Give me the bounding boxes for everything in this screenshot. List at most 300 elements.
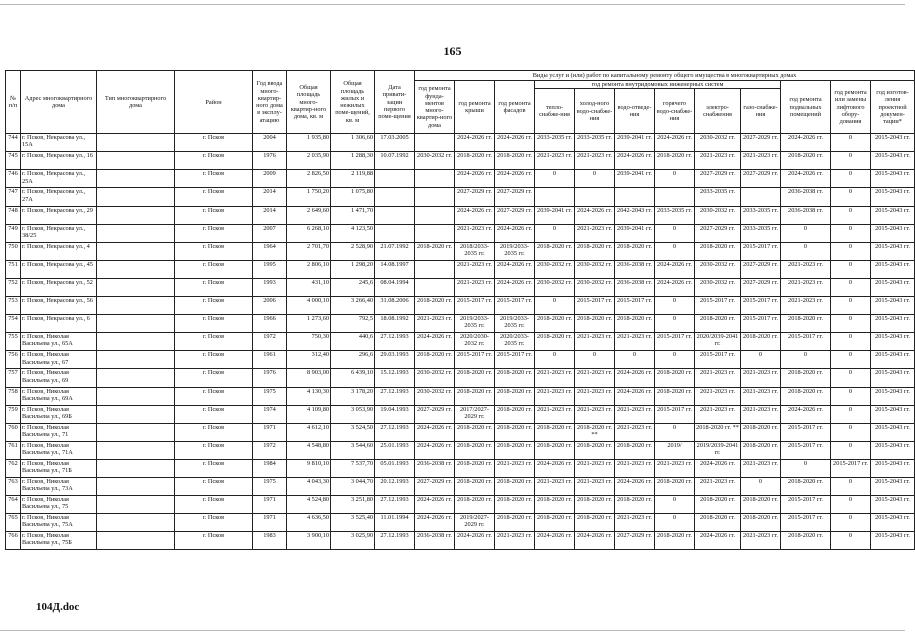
roof-year-cell: 2018-2020 гг. xyxy=(455,441,495,459)
living-area-cell: 2 528,90 xyxy=(331,242,375,260)
address-cell: г. Псков, Николая Васильева ул., 69Б xyxy=(21,405,97,423)
roof-year-cell: 2018-2020 гг. xyxy=(455,387,495,405)
header-facade: год ремонта фасадов xyxy=(495,81,535,134)
design-docs-year-cell: 2015-2043 гг. xyxy=(871,369,915,387)
header-hot-water: горячего водо-снабже-ния xyxy=(655,89,695,134)
privatization-date-cell: 08.04.1994 xyxy=(375,278,415,296)
foundation-year-cell: 2018-2020 гг. xyxy=(415,242,455,260)
facade-year-cell: 2018-2020 гг. xyxy=(495,152,535,170)
year-built-cell: 2007 xyxy=(253,224,287,242)
district-cell: г. Псков xyxy=(175,278,253,296)
district-cell: г. Псков xyxy=(175,224,253,242)
living-area-cell: 3 025,90 xyxy=(331,532,375,550)
electric-supply-cell: 2021-2023 гг. xyxy=(695,477,741,495)
foundation-year-cell xyxy=(415,134,455,152)
electric-supply-cell: 2018-2020 гг. xyxy=(695,242,741,260)
privatization-date-cell xyxy=(375,206,415,224)
electric-supply-cell: 2030-2032 гг. xyxy=(695,278,741,296)
roof-year-cell: 2015-2017 гг. xyxy=(455,297,495,315)
total-area-cell: 4 000,10 xyxy=(287,297,331,315)
sewer-cell: 2015-2017 гг. xyxy=(615,297,655,315)
hot-water-cell: 0 xyxy=(655,242,695,260)
electric-supply-cell: 2018-2020 гг. xyxy=(695,496,741,514)
roof-year-cell: 2024-2026 гг. xyxy=(455,134,495,152)
foundation-year-cell: 2018-2020 гг. xyxy=(415,351,455,369)
elevator-year-cell: 2015-2017 гг. xyxy=(831,459,871,477)
roof-year-cell: 2027-2029 гг. xyxy=(455,188,495,206)
cold-water-cell: 2033-2035 гг. xyxy=(575,134,615,152)
foundation-year-cell: 2036-2038 гг. xyxy=(415,459,455,477)
year-built-cell: 2014 xyxy=(253,188,287,206)
basement-year-cell: 2018-2020 гг. xyxy=(781,152,831,170)
hot-water-cell: 2018-2020 гг. xyxy=(655,532,695,550)
house-type-cell xyxy=(97,333,175,351)
heat-supply-cell: 2018-2020 гг. xyxy=(535,496,575,514)
privatization-date-cell xyxy=(375,224,415,242)
row-number: 749 xyxy=(6,224,21,242)
elevator-year-cell: 0 xyxy=(831,152,871,170)
district-cell: г. Псков xyxy=(175,369,253,387)
district-cell: г. Псков xyxy=(175,441,253,459)
house-type-cell xyxy=(97,242,175,260)
year-built-cell: 1961 xyxy=(253,351,287,369)
basement-year-cell: 2021-2023 гг. xyxy=(781,260,831,278)
privatization-date-cell: 20.12.1993 xyxy=(375,477,415,495)
roof-year-cell: 2024-2026 гг. xyxy=(455,206,495,224)
living-area-cell: 1 075,80 xyxy=(331,188,375,206)
sewer-cell: 2021-2023 гг. xyxy=(615,333,655,351)
living-area-cell: 3 524,50 xyxy=(331,423,375,441)
roof-year-cell: 2021-2023 гг. xyxy=(455,224,495,242)
district-cell: г. Псков xyxy=(175,297,253,315)
row-number: 745 xyxy=(6,152,21,170)
facade-year-cell: 2027-2029 гг. xyxy=(495,188,535,206)
elevator-year-cell: 0 xyxy=(831,297,871,315)
privatization-date-cell: 05.01.1993 xyxy=(375,459,415,477)
foundation-year-cell: 2024-2026 гг. xyxy=(415,423,455,441)
total-area-cell: 8 903,00 xyxy=(287,369,331,387)
foundation-year-cell: 2024-2026 гг. xyxy=(415,441,455,459)
house-type-cell xyxy=(97,188,175,206)
privatization-date-cell: 27.12.1993 xyxy=(375,387,415,405)
foundation-year-cell xyxy=(415,278,455,296)
house-type-cell xyxy=(97,297,175,315)
elevator-year-cell: 0 xyxy=(831,134,871,152)
heat-supply-cell: 2021-2023 гг. xyxy=(535,477,575,495)
cold-water-cell: 2024-2026 гг. xyxy=(575,532,615,550)
district-cell: г. Псков xyxy=(175,242,253,260)
sewer-cell: 2018-2020 гг. xyxy=(615,441,655,459)
page-top-edge xyxy=(0,4,905,5)
address-cell: г. Псков, Николая Васильева ул., 75А xyxy=(21,514,97,532)
living-area-cell: 4 123,50 xyxy=(331,224,375,242)
gas-supply-cell: 2015-2017 гг. xyxy=(741,315,781,333)
privatization-date-cell xyxy=(375,188,415,206)
header-house-type: Тип многоквартирного дома xyxy=(97,71,175,134)
basement-year-cell: 2018-2020 гг. xyxy=(781,477,831,495)
heat-supply-cell: 2033-2035 гг. xyxy=(535,134,575,152)
design-docs-year-cell: 2015-2043 гг. xyxy=(871,477,915,495)
roof-year-cell: 2015-2017 гг. xyxy=(455,351,495,369)
cold-water-cell: 2021-2023 гг. xyxy=(575,152,615,170)
living-area-cell: 3 251,80 xyxy=(331,496,375,514)
cold-water-cell: 2024-2026 гг. xyxy=(575,206,615,224)
basement-year-cell: 2036-2038 гг. xyxy=(781,188,831,206)
house-type-cell xyxy=(97,405,175,423)
heat-supply-cell xyxy=(535,188,575,206)
year-built-cell: 1964 xyxy=(253,242,287,260)
design-docs-year-cell: 2015-2043 гг. xyxy=(871,351,915,369)
gas-supply-cell: 0 xyxy=(741,351,781,369)
total-area-cell: 4 612,10 xyxy=(287,423,331,441)
living-area-cell: 3 053,90 xyxy=(331,405,375,423)
basement-year-cell: 2015-2017 гг. xyxy=(781,514,831,532)
facade-year-cell: 2024-2026 гг. xyxy=(495,260,535,278)
sewer-cell: 2024-2026 гг. xyxy=(615,152,655,170)
gas-supply-cell: 2015-2017 гг. xyxy=(741,242,781,260)
total-area-cell: 2 035,90 xyxy=(287,152,331,170)
privatization-date-cell: 27.12.1993 xyxy=(375,423,415,441)
row-number: 750 xyxy=(6,242,21,260)
header-foundation: год ремонта фунда-ментов много-квартир-ного дома xyxy=(415,81,455,134)
electric-supply-cell: 2020/2039-2041 гг. xyxy=(695,333,741,351)
facade-year-cell: 2024-2026 гг. xyxy=(495,278,535,296)
hot-water-cell xyxy=(655,188,695,206)
design-docs-year-cell: 2015-2043 гг. xyxy=(871,315,915,333)
heat-supply-cell: 2030-2032 гг. xyxy=(535,278,575,296)
total-area-cell: 2 826,50 xyxy=(287,170,331,188)
elevator-year-cell: 0 xyxy=(831,170,871,188)
design-docs-year-cell: 2015-2043 гг. xyxy=(871,423,915,441)
year-built-cell: 1972 xyxy=(253,333,287,351)
design-docs-year-cell: 2015-2043 гг. xyxy=(871,387,915,405)
roof-year-cell: 2024-2026 гг. xyxy=(455,170,495,188)
row-number: 756 xyxy=(6,351,21,369)
table-row xyxy=(6,351,915,369)
cold-water-cell xyxy=(575,188,615,206)
year-built-cell: 1974 xyxy=(253,405,287,423)
sewer-cell: 2021-2023 гг. xyxy=(615,423,655,441)
foundation-year-cell: 2024-2026 гг. xyxy=(415,496,455,514)
house-type-cell xyxy=(97,278,175,296)
sewer-cell xyxy=(615,188,655,206)
table-row xyxy=(6,134,915,152)
heat-supply-cell: 2024-2026 гг. xyxy=(535,532,575,550)
house-type-cell xyxy=(97,514,175,532)
address-cell: г. Псков, Некрасова ул., 45 xyxy=(21,260,97,278)
facade-year-cell: 2019/2033-2035 гг. xyxy=(495,242,535,260)
basement-year-cell: 2015-2017 гг. xyxy=(781,441,831,459)
hot-water-cell: 2015-2017 гг. xyxy=(655,405,695,423)
cold-water-cell: 2021-2023 гг. xyxy=(575,369,615,387)
roof-year-cell: 2018/2033-2035 гг. xyxy=(455,242,495,260)
sewer-cell: 2036-2038 гг. xyxy=(615,278,655,296)
elevator-year-cell: 0 xyxy=(831,206,871,224)
gas-supply-cell: 2021-2023 гг. xyxy=(741,387,781,405)
table-row xyxy=(6,315,915,333)
facade-year-cell: 2027-2029 гг. xyxy=(495,206,535,224)
living-area-cell: 1 298,20 xyxy=(331,260,375,278)
address-cell: г. Псков, Некрасова ул., 4 xyxy=(21,242,97,260)
year-built-cell: 2014 xyxy=(253,206,287,224)
living-area-cell: 440,6 xyxy=(331,333,375,351)
district-cell: г. Псков xyxy=(175,333,253,351)
roof-year-cell: 2021-2023 гг. xyxy=(455,278,495,296)
elevator-year-cell: 0 xyxy=(831,441,871,459)
elevator-year-cell: 0 xyxy=(831,514,871,532)
table-row xyxy=(6,405,915,423)
header-sewer: водо-отведе-ния xyxy=(615,89,655,134)
privatization-date-cell: 21.07.1992 xyxy=(375,242,415,260)
document-filename: 104Д.doc xyxy=(36,601,80,613)
year-built-cell: 1976 xyxy=(253,152,287,170)
living-area-cell: 2 119,88 xyxy=(331,170,375,188)
electric-supply-cell: 2024-2026 гг. xyxy=(695,459,741,477)
house-type-cell xyxy=(97,532,175,550)
header-year-built: Год ввода много-квартир-ного дома в эксплу-атацию xyxy=(253,71,287,134)
house-type-cell xyxy=(97,387,175,405)
hot-water-cell: 0 xyxy=(655,514,695,532)
hot-water-cell: 2019/ xyxy=(655,441,695,459)
heat-supply-cell: 2021-2023 гг. xyxy=(535,369,575,387)
house-type-cell xyxy=(97,496,175,514)
heat-supply-cell: 2021-2023 гг. xyxy=(535,405,575,423)
address-cell: г. Псков, Некрасова ул., 29 xyxy=(21,206,97,224)
capital-repair-table xyxy=(5,70,915,550)
address-cell: г. Псков, Николая Васильева ул., 71 xyxy=(21,423,97,441)
design-docs-year-cell: 2015-2043 гг. xyxy=(871,532,915,550)
row-number: 755 xyxy=(6,333,21,351)
facade-year-cell: 2024-2026 гг. xyxy=(495,170,535,188)
electric-supply-cell: 2027-2029 гг. xyxy=(695,224,741,242)
design-docs-year-cell: 2015-2043 гг. xyxy=(871,459,915,477)
cold-water-cell: 2018-2020 гг. ** xyxy=(575,423,615,441)
electric-supply-cell: 2018-2020 гг. xyxy=(695,315,741,333)
basement-year-cell: 0 xyxy=(781,242,831,260)
gas-supply-cell: 2033-2035 гг. xyxy=(741,224,781,242)
basement-year-cell: 2018-2020 гг. xyxy=(781,532,831,550)
table-row xyxy=(6,441,915,459)
privatization-date-cell: 27.12.1993 xyxy=(375,496,415,514)
living-area-cell: 3 266,40 xyxy=(331,297,375,315)
cold-water-cell: 2018-2020 гг. xyxy=(575,496,615,514)
facade-year-cell: 2018-2020 гг. xyxy=(495,369,535,387)
hot-water-cell: 2024-2026 гг. xyxy=(655,134,695,152)
table-body xyxy=(6,134,915,550)
row-number: 744 xyxy=(6,134,21,152)
sewer-cell: 2024-2026 гг. xyxy=(615,477,655,495)
table-row xyxy=(6,242,915,260)
total-area-cell: 2 649,60 xyxy=(287,206,331,224)
table-row xyxy=(6,369,915,387)
sewer-cell: 2027-2029 гг. xyxy=(615,532,655,550)
roof-year-cell: 2021-2023 гг. xyxy=(455,260,495,278)
roof-year-cell: 2018-2020 гг. xyxy=(455,423,495,441)
gas-supply-cell: 2018-2020 гг. xyxy=(741,333,781,351)
privatization-date-cell: 31.08.2006 xyxy=(375,297,415,315)
row-number: 761 xyxy=(6,441,21,459)
year-built-cell: 1971 xyxy=(253,514,287,532)
row-number: 758 xyxy=(6,387,21,405)
facade-year-cell: 2018-2020 гг. xyxy=(495,441,535,459)
basement-year-cell: 2021-2023 гг. xyxy=(781,278,831,296)
facade-year-cell: 2018-2020 гг. xyxy=(495,496,535,514)
address-cell: г. Псков, Некрасова ул., 15А xyxy=(21,134,97,152)
gas-supply-cell: 2021-2023 гг. xyxy=(741,152,781,170)
hot-water-cell: 0 xyxy=(655,170,695,188)
sewer-cell: 2021-2023 гг. xyxy=(615,459,655,477)
address-cell: г. Псков, Николая Васильева ул., 75Б xyxy=(21,532,97,550)
facade-year-cell: 2018-2020 гг. xyxy=(495,514,535,532)
elevator-year-cell: 0 xyxy=(831,477,871,495)
cold-water-cell: 2021-2023 гг. xyxy=(575,224,615,242)
hot-water-cell: 2015-2017 гг. xyxy=(655,333,695,351)
roof-year-cell: 2018-2020 гг. xyxy=(455,369,495,387)
header-basement: год ремонта подвальных помещений xyxy=(781,81,831,134)
header-district: Район xyxy=(175,71,253,134)
design-docs-year-cell: 2015-2043 гг. xyxy=(871,188,915,206)
hot-water-cell: 0 xyxy=(655,224,695,242)
hot-water-cell: 0 xyxy=(655,423,695,441)
foundation-year-cell: 2030-2032 гг. xyxy=(415,369,455,387)
privatization-date-cell: 10.07.1992 xyxy=(375,152,415,170)
hot-water-cell: 2033-2035 гг. xyxy=(655,206,695,224)
elevator-year-cell: 0 xyxy=(831,224,871,242)
design-docs-year-cell: 2015-2043 гг. xyxy=(871,514,915,532)
year-built-cell: 1975 xyxy=(253,477,287,495)
privatization-date-cell: 18.08.1992 xyxy=(375,315,415,333)
gas-supply-cell: 0 xyxy=(741,477,781,495)
sewer-cell: 2024-2026 гг. xyxy=(615,369,655,387)
electric-supply-cell: 2015-2017 гг. xyxy=(695,297,741,315)
sewer-cell: 2018-2020 гг. xyxy=(615,496,655,514)
table-row xyxy=(6,496,915,514)
basement-year-cell: 0 xyxy=(781,224,831,242)
gas-supply-cell: 2018-2020 гг. xyxy=(741,441,781,459)
foundation-year-cell: 2027-2029 гг. xyxy=(415,477,455,495)
hot-water-cell: 0 xyxy=(655,297,695,315)
house-type-cell xyxy=(97,170,175,188)
roof-year-cell: 2018-2020 гг. xyxy=(455,459,495,477)
heat-supply-cell: 2030-2032 гг. xyxy=(535,260,575,278)
district-cell: г. Псков xyxy=(175,423,253,441)
total-area-cell: 4 524,80 xyxy=(287,496,331,514)
hot-water-cell: 0 xyxy=(655,496,695,514)
year-built-cell: 1984 xyxy=(253,459,287,477)
row-number: 752 xyxy=(6,278,21,296)
electric-supply-cell: 2018-2020 гг. ** xyxy=(695,423,741,441)
basement-year-cell: 2018-2020 гг. xyxy=(781,369,831,387)
row-number: 759 xyxy=(6,405,21,423)
gas-supply-cell: 2021-2023 гг. xyxy=(741,369,781,387)
district-cell: г. Псков xyxy=(175,532,253,550)
total-area-cell: 312,40 xyxy=(287,351,331,369)
roof-year-cell: 2020/2030-2032 гг. xyxy=(455,333,495,351)
row-number: 754 xyxy=(6,315,21,333)
foundation-year-cell: 2027-2029 гг. xyxy=(415,405,455,423)
table-row xyxy=(6,188,915,206)
basement-year-cell: 0 xyxy=(781,351,831,369)
table-row xyxy=(6,170,915,188)
total-area-cell: 4 548,80 xyxy=(287,441,331,459)
sewer-cell: 2039-2041 гг. xyxy=(615,134,655,152)
row-number: 748 xyxy=(6,206,21,224)
privatization-date-cell: 19.04.1993 xyxy=(375,405,415,423)
roof-year-cell: 2017/2027-2029 гг. xyxy=(455,405,495,423)
elevator-year-cell: 0 xyxy=(831,315,871,333)
row-number: 762 xyxy=(6,459,21,477)
header-privatization: Дата привати-зации первого поме-щения xyxy=(375,71,415,134)
cold-water-cell: 0 xyxy=(575,351,615,369)
cold-water-cell: 2021-2023 гг. xyxy=(575,477,615,495)
electric-supply-cell: 2030-2032 гг. xyxy=(695,260,741,278)
living-area-cell: 1 288,30 xyxy=(331,152,375,170)
design-docs-year-cell: 2015-2043 гг. xyxy=(871,405,915,423)
foundation-year-cell: 2021-2023 гг. xyxy=(415,315,455,333)
heat-supply-cell: 2018-2020 гг. xyxy=(535,514,575,532)
living-area-cell: 6 439,10 xyxy=(331,369,375,387)
hot-water-cell: 2018-2020 гг. xyxy=(655,152,695,170)
hot-water-cell: 0 xyxy=(655,351,695,369)
facade-year-cell: 2018-2020 гг. xyxy=(495,387,535,405)
living-area-cell: 792,5 xyxy=(331,315,375,333)
table-row xyxy=(6,260,915,278)
basement-year-cell: 0 xyxy=(781,459,831,477)
privatization-date-cell: 11.01.1994 xyxy=(375,514,415,532)
foundation-year-cell xyxy=(415,206,455,224)
heat-supply-cell: 2039-2041 гг. xyxy=(535,206,575,224)
cold-water-cell: 2018-2020 гг. xyxy=(575,242,615,260)
elevator-year-cell: 0 xyxy=(831,423,871,441)
table-row xyxy=(6,297,915,315)
header-works-group: Виды услуг и (или) работ по капитальному ремонту общего имущества в многоквартирных домах xyxy=(415,71,915,81)
basement-year-cell: 2021-2023 гг. xyxy=(781,297,831,315)
facade-year-cell: 2024-2026 гг. xyxy=(495,134,535,152)
row-number: 766 xyxy=(6,532,21,550)
living-area-cell: 1 471,70 xyxy=(331,206,375,224)
district-cell: г. Псков xyxy=(175,387,253,405)
elevator-year-cell: 0 xyxy=(831,351,871,369)
district-cell: г. Псков xyxy=(175,206,253,224)
facade-year-cell: 2020/2033-2035 гг. xyxy=(495,333,535,351)
address-cell: г. Псков, Некрасова ул., 38/25 xyxy=(21,224,97,242)
table-row xyxy=(6,224,915,242)
foundation-year-cell: 2030-2032 гг. xyxy=(415,387,455,405)
total-area-cell: 2 806,10 xyxy=(287,260,331,278)
table-row xyxy=(6,423,915,441)
cold-water-cell: 2021-2023 гг. xyxy=(575,405,615,423)
address-cell: г. Псков, Николая Васильева ул., 75 xyxy=(21,496,97,514)
address-cell: г. Псков, Николая Васильева ул., 71Б xyxy=(21,459,97,477)
header-heat: тепло-снабже-ния xyxy=(535,89,575,134)
roof-year-cell: 2018-2020 гг. xyxy=(455,152,495,170)
cold-water-cell: 2018-2020 гг. xyxy=(575,315,615,333)
cold-water-cell: 2021-2023 гг. xyxy=(575,333,615,351)
header-elevator: год ремонта или замены лифтового обору-дования xyxy=(831,81,871,134)
roof-year-cell: 2018-2020 гг. xyxy=(455,496,495,514)
table-row xyxy=(6,387,915,405)
electric-supply-cell: 2019/2039-2041 гг. xyxy=(695,441,741,459)
table-row xyxy=(6,459,915,477)
year-built-cell: 1971 xyxy=(253,423,287,441)
privatization-date-cell: 17.03.2005 xyxy=(375,134,415,152)
gas-supply-cell: 2018-2020 гг. xyxy=(741,496,781,514)
year-built-cell: 1983 xyxy=(253,532,287,550)
basement-year-cell: 2015-2017 гг. xyxy=(781,423,831,441)
roof-year-cell: 2019/2033-2035 гг. xyxy=(455,315,495,333)
electric-supply-cell: 2021-2023 гг. xyxy=(695,152,741,170)
total-area-cell: 4 130,30 xyxy=(287,387,331,405)
